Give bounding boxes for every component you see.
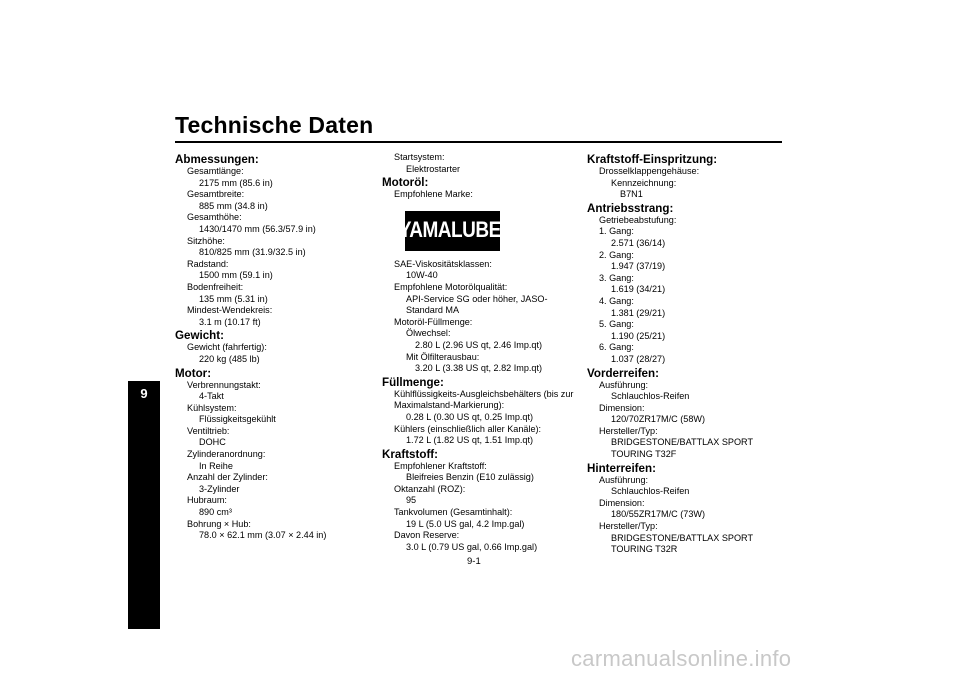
spec-line: 3.1 m (10.17 ft): [199, 316, 261, 327]
spec-line: Bodenfreiheit:: [187, 281, 244, 292]
spec-line: 180/55ZR17M/C (73W): [611, 509, 706, 520]
spec-line: 4-Takt: [199, 391, 224, 402]
spec-line: Flüssigkeitsgekühlt: [199, 414, 276, 425]
spec-line: In Reihe: [199, 460, 233, 471]
spec-column-2: [382, 152, 582, 553]
spec-line: Drosselklappengehäuse:: [599, 166, 700, 176]
watermark: carmanualsonline.info: [571, 646, 792, 671]
chapter-number: 9: [140, 386, 148, 401]
spec-line: 890 cm³: [199, 507, 232, 518]
spec-line: Kühlflüssigkeits-Ausgleichsbehälters (bis zur: [394, 388, 574, 399]
spec-line: 95: [406, 495, 417, 506]
section-heading: Motoröl:: [382, 176, 429, 190]
spec-line: 78.0 × 62.1 mm (3.07 × 2.44 in): [199, 530, 327, 541]
spec-line: 1.619 (34/21): [611, 284, 666, 295]
section-heading: Abmessungen:: [175, 153, 259, 166]
spec-line: Elektrostarter: [406, 163, 461, 174]
title-rule: [175, 141, 782, 143]
spec-line: 2.571 (36/14): [611, 237, 666, 248]
spec-line: Empfohlener Kraftstoff:: [394, 460, 487, 471]
spec-line: Dimension:: [599, 402, 645, 413]
page-number: 9-1: [467, 556, 481, 567]
spec-line: BRIDGESTONE/BATTLAX SPORT: [611, 437, 753, 448]
section-heading: Hinterreifen:: [587, 461, 656, 475]
spec-line: DOHC: [199, 437, 226, 448]
section-heading: Motor:: [175, 366, 212, 380]
spec-line: Gewicht (fahrfertig):: [187, 342, 267, 353]
yamalube-logo: [398, 211, 507, 251]
spec-line: Mit Ölfilterausbau:: [406, 351, 480, 362]
spec-line: 135 mm (5.31 in): [199, 293, 268, 304]
spec-line: API-Service SG oder höher, JASO-: [406, 293, 548, 304]
spec-line: Schlauchlos-Reifen: [611, 486, 690, 497]
spec-line: 1500 mm (59.1 in): [199, 270, 273, 281]
spec-line: 1.381 (29/21): [611, 307, 666, 318]
spec-line: Mindest-Wendekreis:: [187, 305, 273, 316]
spec-line: 10W-40: [406, 270, 438, 281]
spec-line: 1.947 (37/19): [611, 261, 666, 272]
spec-line: 19 L (5.0 US gal, 4.2 Imp.gal): [406, 518, 525, 529]
spec-line: SAE-Viskositätsklassen:: [394, 258, 492, 269]
section-heading: Kraftstoff:: [382, 447, 439, 461]
spec-line: 1430/1470 mm (56.3/57.9 in): [199, 223, 316, 234]
spec-line: Empfohlene Motorölqualität:: [394, 281, 508, 292]
spec-line: 1.037 (28/27): [611, 353, 666, 364]
spec-line: 6. Gang:: [599, 342, 634, 353]
spec-line: Ventiltrieb:: [187, 425, 230, 436]
spec-line: Ölwechsel:: [406, 328, 451, 339]
spec-line: Gesamtbreite:: [187, 189, 245, 200]
spec-line: 5. Gang:: [599, 319, 634, 330]
spec-line: 2175 mm (85.6 in): [199, 177, 273, 188]
spec-line: Kühlsystem:: [187, 402, 237, 413]
section-heading: Kraftstoff-Einspritzung:: [587, 153, 718, 166]
spec-line: Kühlers (einschließlich aller Kanäle):: [394, 423, 542, 434]
spec-line: 3-Zylinder: [199, 483, 240, 494]
spec-line: 0.28 L (0.30 US qt, 0.25 Imp.qt): [406, 411, 534, 422]
spec-line: Getriebeabstufung:: [599, 214, 677, 225]
spec-line: 1. Gang:: [599, 226, 634, 237]
spec-line: Radstand:: [187, 258, 229, 269]
spec-column-1: [175, 152, 370, 542]
spec-line: Ausführung:: [599, 474, 649, 485]
spec-line: Oktanzahl (ROZ):: [394, 483, 466, 494]
section-heading: Füllmenge:: [382, 375, 444, 389]
spec-line: Startsystem:: [394, 152, 445, 162]
spec-line: Gesamthöhe:: [187, 212, 242, 223]
spec-line: Standard MA: [406, 305, 460, 316]
section-heading: Vorderreifen:: [587, 366, 659, 380]
registered-mark-icon: ®: [501, 226, 507, 233]
spec-line: Tankvolumen (Gesamtinhalt):: [394, 507, 513, 518]
spec-line: 1.72 L (1.82 US qt, 1.51 Imp.qt): [406, 435, 534, 446]
spec-line: Dimension:: [599, 497, 645, 508]
spec-line: B7N1: [620, 189, 643, 200]
spec-line: 1.190 (25/21): [611, 330, 666, 341]
spec-line: Maximalstand-Markierung):: [394, 400, 505, 411]
spec-line: Hubraum:: [187, 495, 227, 506]
spec-line: Zylinderanordnung:: [187, 449, 266, 460]
spec-line: 3.0 L (0.79 US gal, 0.66 Imp.gal): [406, 541, 538, 552]
spec-line: Kennzeichnung:: [611, 177, 677, 188]
chapter-tab: [128, 381, 160, 629]
spec-line: 4. Gang:: [599, 295, 634, 306]
spec-line: Sitzhöhe:: [187, 235, 225, 246]
yamalube-logo-text: YAMALUBE: [398, 218, 501, 243]
spec-line: Empfohlene Marke:: [394, 189, 473, 200]
spec-line: Schlauchlos-Reifen: [611, 391, 690, 402]
spec-line: Verbrennungstakt:: [187, 379, 261, 390]
spec-column-3: [587, 152, 787, 556]
spec-line: Hersteller/Typ:: [599, 521, 658, 532]
spec-line: TOURING T32R: [611, 544, 678, 555]
spec-line: Bohrung × Hub:: [187, 518, 251, 529]
spec-line: Gesamtlänge:: [187, 166, 244, 176]
spec-line: Ausführung:: [599, 379, 649, 390]
spec-line: Anzahl der Zylinder:: [187, 472, 268, 483]
spec-line: 2. Gang:: [599, 249, 634, 260]
spec-line: 3.20 L (3.38 US qt, 2.82 Imp.qt): [415, 363, 543, 374]
spec-line: 3. Gang:: [599, 272, 634, 283]
spec-line: Motoröl-Füllmenge:: [394, 316, 473, 327]
spec-line: 120/70ZR17M/C (58W): [611, 414, 706, 425]
spec-line: BRIDGESTONE/BATTLAX SPORT: [611, 532, 753, 543]
spec-line: 810/825 mm (31.9/32.5 in): [199, 247, 306, 258]
spec-line: TOURING T32F: [611, 449, 677, 460]
spec-line: 2.80 L (2.96 US qt, 2.46 Imp.qt): [415, 339, 543, 350]
spec-line: Davon Reserve:: [394, 530, 460, 541]
spec-line: 885 mm (34.8 in): [199, 200, 268, 211]
section-heading: Antriebsstrang:: [587, 201, 674, 215]
spec-line: Hersteller/Typ:: [599, 425, 658, 436]
section-heading: Gewicht:: [175, 329, 224, 343]
spec-line: Bleifreies Benzin (E10 zulässig): [406, 472, 534, 483]
page-title: Technische Daten: [175, 112, 374, 138]
spec-line: 220 kg (485 lb): [199, 353, 260, 364]
